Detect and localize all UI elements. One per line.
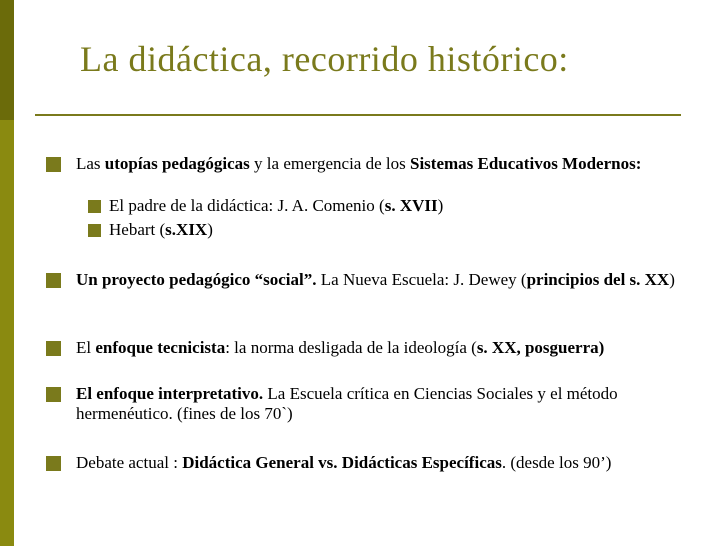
item-bold-text: utopías pedagógicas	[104, 154, 250, 173]
item-bold-text: El enfoque interpretativo.	[76, 384, 264, 403]
square-bullet-icon	[46, 341, 61, 356]
list-item-debate-actual	[76, 453, 686, 473]
list-item-nueva-escuela	[76, 270, 716, 290]
item-bold-text: enfoque tecnicista	[95, 338, 226, 357]
item-bold-text: principios del s. XX	[526, 270, 670, 289]
item-text: )	[669, 270, 675, 289]
list-item-interpretativo	[76, 384, 676, 424]
item-text: La Nueva Escuela: J. Dewey (	[316, 270, 527, 289]
item-text: El padre de la didáctica: J. A. Comenio (	[109, 196, 385, 215]
slide-title: La didáctica, recorrido histórico:	[80, 39, 569, 79]
square-bullet-icon	[46, 273, 61, 288]
item-bold-text: Sistemas Educativos Modernos:	[409, 154, 642, 173]
item-text: )	[437, 196, 444, 215]
item-text: )	[207, 220, 213, 239]
square-bullet-icon	[88, 200, 101, 213]
item-bold-text: Didáctica General vs. Didácticas Específicas	[182, 453, 502, 472]
item-text: : la norma desligada de la ideología (	[225, 338, 477, 357]
sub-item-comenio	[109, 196, 443, 216]
item-bold-text: s.XIX	[165, 220, 208, 239]
list-item-utopias	[76, 154, 716, 174]
item-text: La Escuela crítica en Ciencias Sociales y el método hermenéutico. (fines de los 70`)	[76, 384, 618, 423]
item-text: . (desde los 90’)	[501, 453, 612, 472]
item-text: Debate actual :	[76, 453, 183, 472]
sub-item-hebart	[109, 220, 213, 240]
item-bold-text: s. XX, posguerra)	[476, 338, 605, 357]
square-bullet-icon	[88, 224, 101, 237]
item-bold-text: s. XVII	[384, 196, 438, 215]
square-bullet-icon	[46, 456, 61, 471]
list-item-tecnicista	[76, 338, 716, 358]
square-bullet-icon	[46, 157, 61, 172]
item-text: Las	[76, 154, 105, 173]
item-text: El	[76, 338, 96, 357]
item-text: y la emergencia de los	[249, 154, 410, 173]
square-bullet-icon	[46, 387, 61, 402]
item-text: Hebart (	[109, 220, 166, 239]
item-bold-text: Un proyecto pedagógico “social”.	[76, 270, 317, 289]
